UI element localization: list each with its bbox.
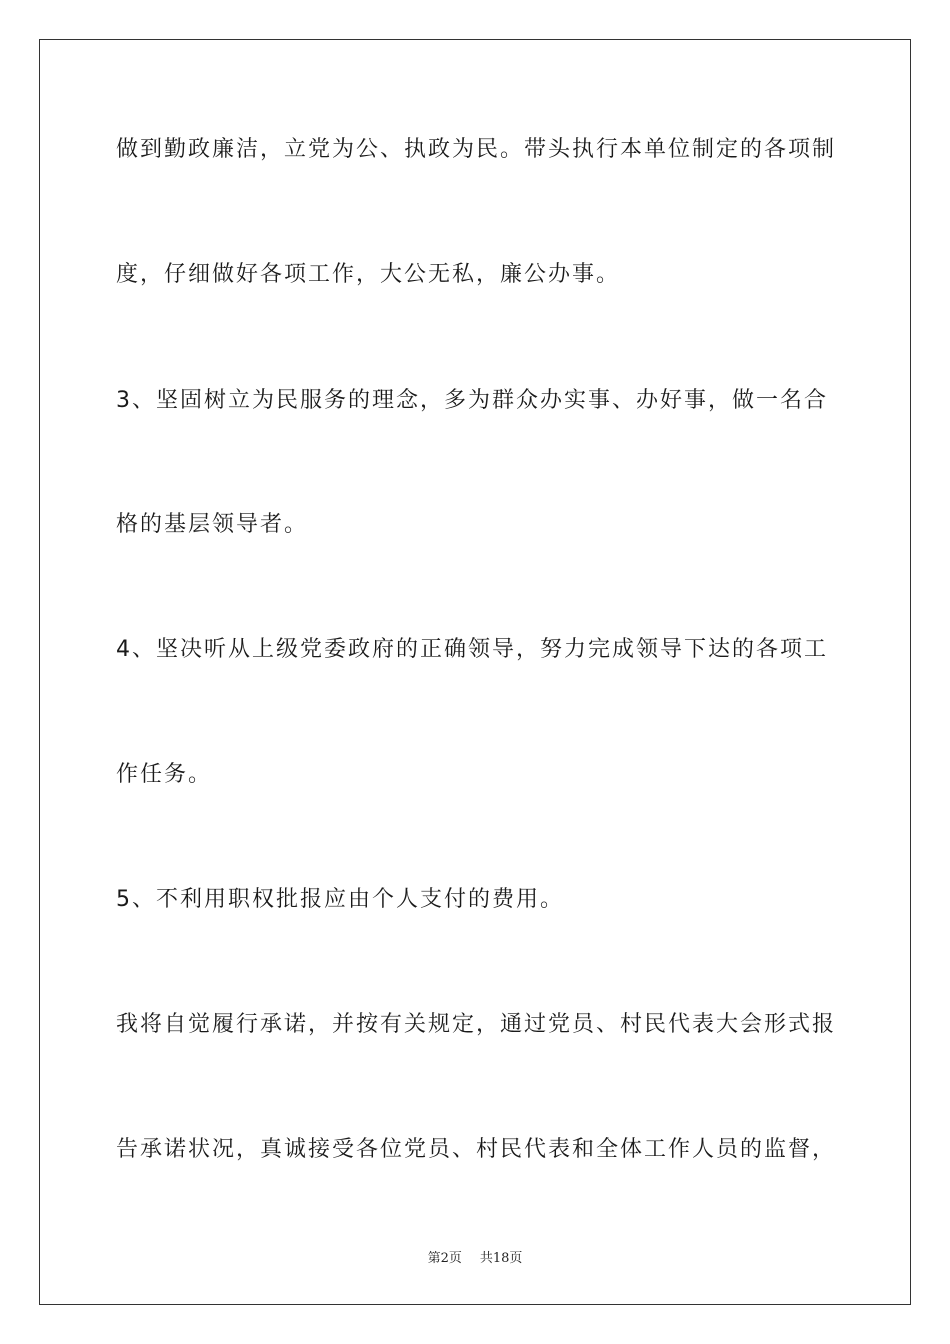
body-text-line: 格的基层领导者。 [116,512,309,537]
body-text-line: 度，仔细做好各项工作，大公无私，廉公办事。 [116,262,621,287]
body-text-line: 5、不利用职权批报应由个人支付的费用。 [116,887,564,912]
body-text-line: 3、坚固树立为民服务的理念，多为群众办实事、办好事，做一名合 [116,388,828,413]
page-footer [0,1247,950,1266]
page-number: 第2页 [427,1251,462,1266]
page-total: 共18页 [479,1251,523,1266]
body-text-line: 我将自觉履行承诺，并按有关规定，通过党员、村民代表大会形式报 [116,1012,837,1037]
body-text-line: 告承诺状况，真诚接受各位党员、村民代表和全体工作人员的监督， [116,1137,837,1162]
body-text-line: 做到勤政廉洁，立党为公、执政为民。带头执行本单位制定的各项制 [116,137,837,162]
body-text-line: 4、坚决听从上级党委政府的正确领导，努力完成领导下达的各项工 [116,637,828,662]
body-text-line: 作任务。 [116,762,213,787]
page-border [39,39,911,1305]
